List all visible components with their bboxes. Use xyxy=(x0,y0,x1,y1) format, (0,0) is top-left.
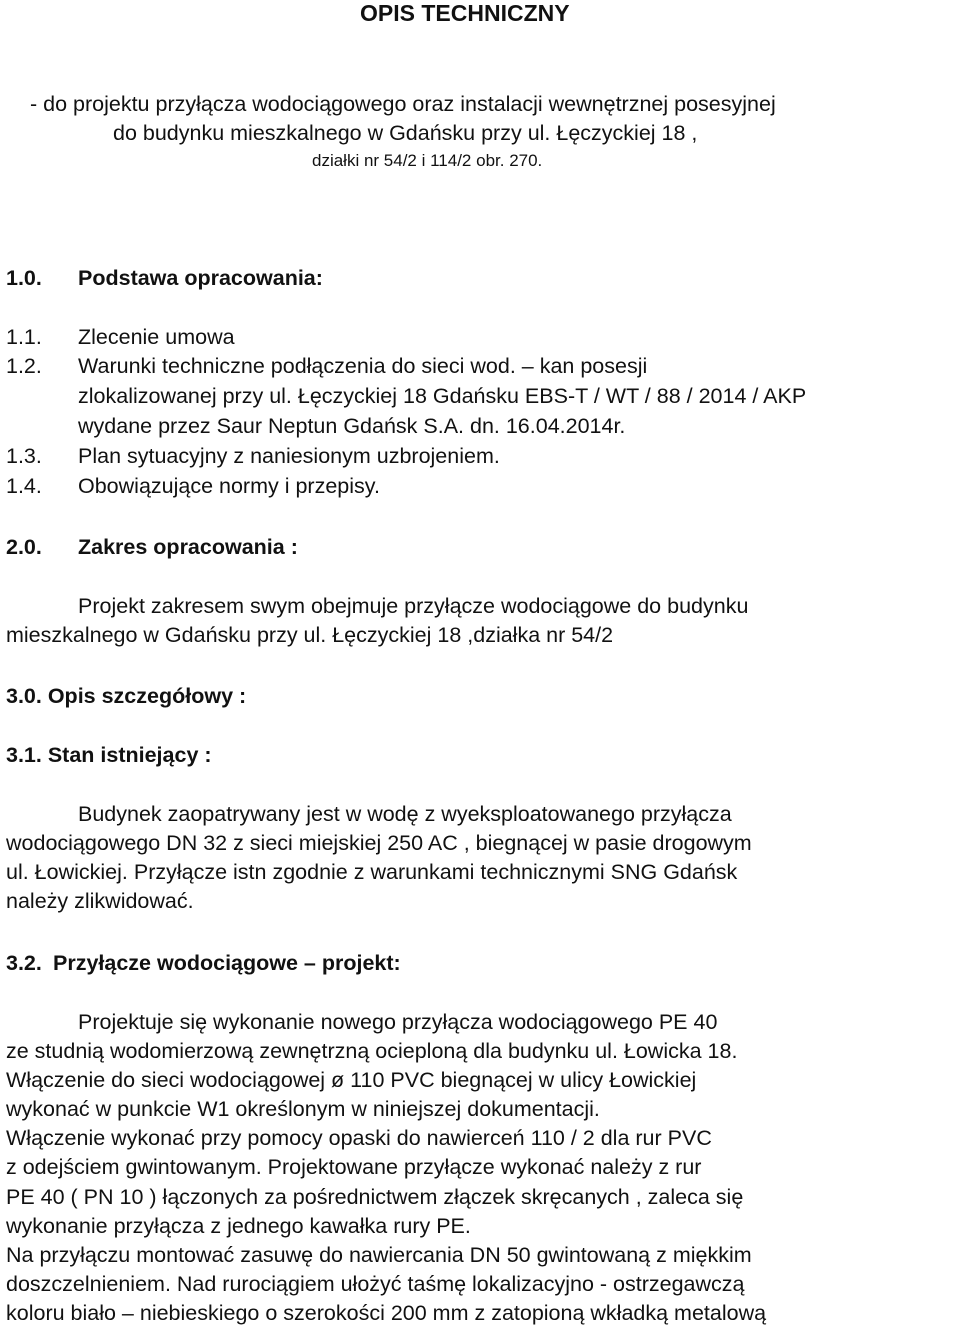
item-1-2-text: Warunki techniczne podłączenia do sieci wod. – kan posesji xyxy=(78,354,648,378)
section-3-1-line-4: należy zlikwidować. xyxy=(6,889,194,913)
intro-line-3: działki nr 54/2 i 114/2 obr. 270. xyxy=(312,151,543,170)
item-1-2-text-cont-2: wydane przez Saur Neptun Gdańsk S.A. dn. 16.04.2014r. xyxy=(78,414,626,438)
section-3-2-line-3: Włączenie do sieci wodociągowej ø 110 PVC biegnącej w ulicy Łowickiej xyxy=(6,1068,697,1092)
section-3-2-line-10: doszczelnieniem. Nad rurociągiem ułożyć taśmę lokalizacyjno - ostrzegawczą xyxy=(6,1272,745,1296)
intro-line-2: do budynku mieszkalnego w Gdańsku przy ul. Łęczyckiej 18 , xyxy=(113,121,698,145)
section-3-2-line-1: Projektuje się wykonanie nowego przyłącza wodociągowego PE 40 xyxy=(78,1010,718,1034)
section-2-heading: Zakres opracowania : xyxy=(78,535,298,559)
item-1-1-number: 1.1. xyxy=(6,325,42,349)
section-3-2-heading: Przyłącze wodociągowe – projekt: xyxy=(53,951,401,975)
section-2-number: 2.0. xyxy=(6,535,42,559)
section-3-1-line-1: Budynek zaopatrywany jest w wodę z wyeksploatowanego przyłącza xyxy=(78,802,732,826)
section-3-2-line-4: wykonać w punkcie W1 określonym w niniejszej dokumentacji. xyxy=(6,1097,600,1121)
intro-line-1: - do projektu przyłącza wodociągowego oraz instalacji wewnętrznej posesyjnej xyxy=(30,92,776,116)
section-3-2-line-7: PE 40 ( PN 10 ) łączonych za pośrednictwem złączek skręcanych , zaleca się xyxy=(6,1185,744,1209)
item-1-1-text: Zlecenie umowa xyxy=(78,325,235,349)
section-3-heading: 3.0. Opis szczegółowy : xyxy=(6,684,247,708)
section-3-2-line-8: wykonanie przyłącza z jednego kawałka rury PE. xyxy=(6,1214,471,1238)
section-3-1-heading: 3.1. Stan istniejący : xyxy=(6,743,212,767)
item-1-3-text: Plan sytuacyjny z naniesionym uzbrojeniem. xyxy=(78,444,500,468)
section-3-2-line-11: koloru biało – niebieskiego o szerokości 200 mm z zatopioną wkładką metalową xyxy=(6,1301,767,1325)
section-3-2-number: 3.2. xyxy=(6,951,42,975)
section-3-1-line-2: wodociągowego DN 32 z sieci miejskiej 250 AC , biegnącej w pasie drogowym xyxy=(6,831,752,855)
section-2-paragraph-line-2: mieszkalnego w Gdańsku przy ul. Łęczyckiej 18 ,działka nr 54/2 xyxy=(6,623,614,647)
section-1-number: 1.0. xyxy=(6,266,42,290)
item-1-2-text-cont-1: zlokalizowanej przy ul. Łęczyckiej 18 Gdańsku EBS-T / WT / 88 / 2014 / AKP xyxy=(78,384,807,408)
section-3-2-line-5: Włączenie wykonać przy pomocy opaski do nawierceń 110 / 2 dla rur PVC xyxy=(6,1126,712,1150)
document-title: OPIS TECHNICZNY xyxy=(360,0,570,26)
section-3-1-line-3: ul. Łowickiej. Przyłącze istn zgodnie z warunkami technicznymi SNG Gdańsk xyxy=(6,860,738,884)
item-1-2-number: 1.2. xyxy=(6,354,42,378)
item-1-3-number: 1.3. xyxy=(6,444,42,468)
section-3-2-line-2: ze studnią wodomierzową zewnętrzną ocieploną dla budynku ul. Łowicka 18. xyxy=(6,1039,738,1063)
section-1-heading: Podstawa opracowania: xyxy=(78,266,323,290)
section-2-paragraph-line-1: Projekt zakresem swym obejmuje przyłącze wodociągowe do budynku xyxy=(78,594,749,618)
item-1-4-number: 1.4. xyxy=(6,474,42,498)
item-1-4-text: Obowiązujące normy i przepisy. xyxy=(78,474,380,498)
section-3-2-line-6: z odejściem gwintowanym. Projektowane przyłącze wykonać należy z rur xyxy=(6,1155,702,1179)
section-3-2-line-9: Na przyłączu montować zasuwę do nawiercania DN 50 gwintowaną z miękkim xyxy=(6,1243,752,1267)
